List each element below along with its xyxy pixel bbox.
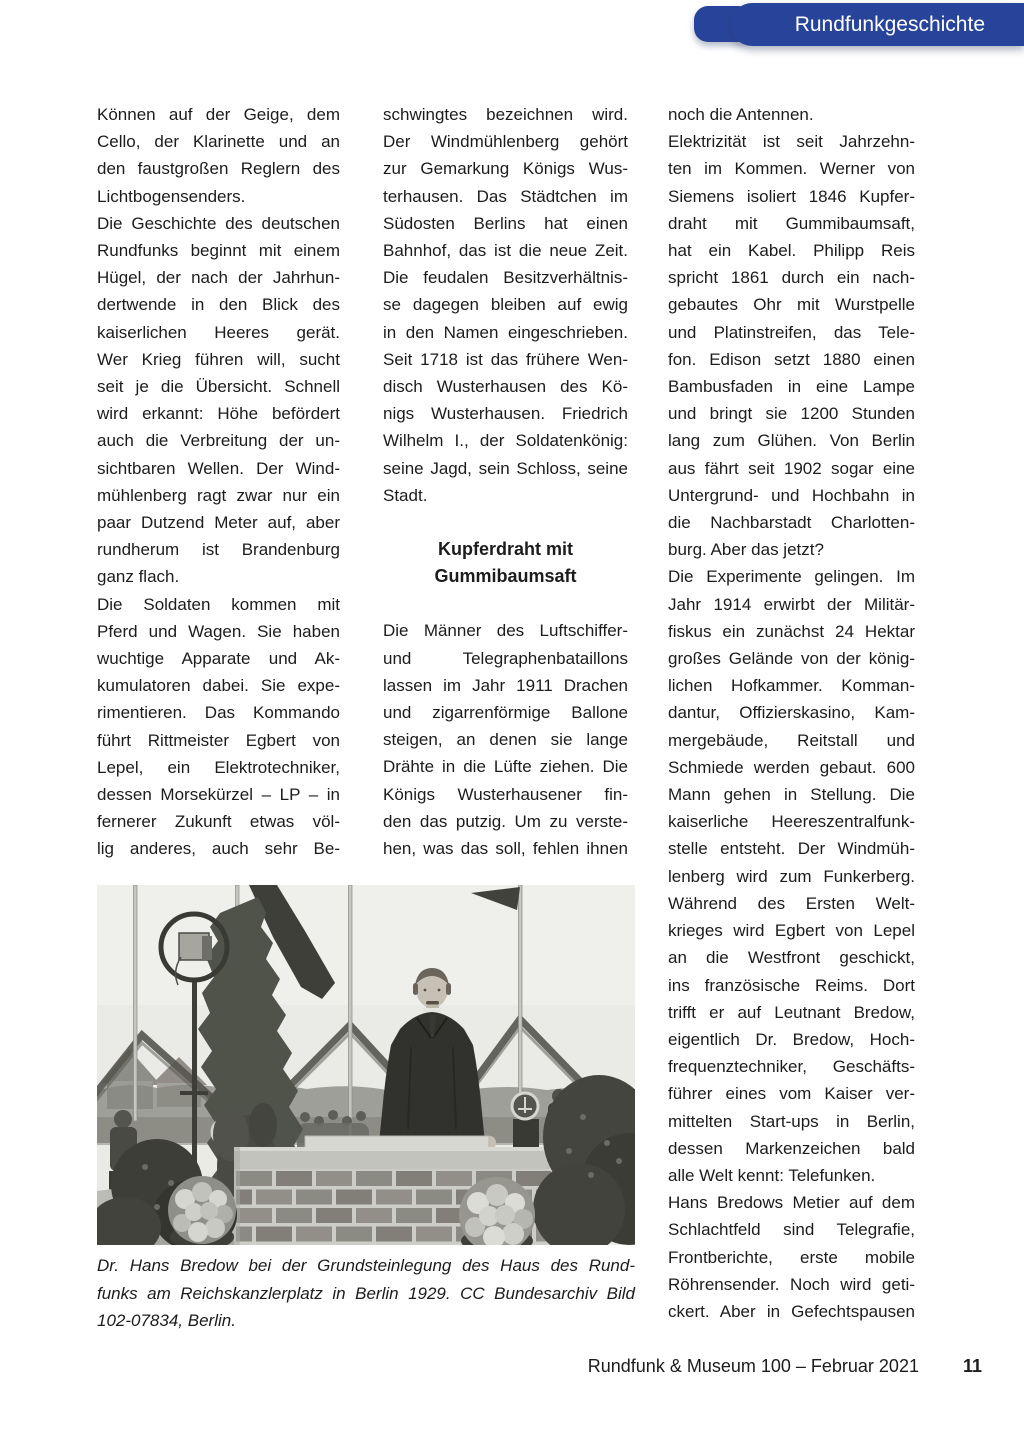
text-line: eigentlich Dr. Bredow, Hoch- (668, 1029, 915, 1049)
text-line: stelle entsteht. Der Windmüh- (668, 839, 915, 859)
text-line: draht mit Gummibaumsaft, (668, 213, 915, 233)
text-line: burg. Aber das jetzt? (668, 540, 824, 560)
text-line: Hans Bredows Metier auf dem (668, 1193, 915, 1213)
text-line: Wer Krieg führen will, sucht (97, 349, 340, 369)
text-line: in den Namen eingeschrieben. (383, 322, 628, 342)
text-line: die Nachbarstadt Charlotten- (668, 513, 915, 533)
brick (376, 1190, 412, 1205)
text-line: ganz flach. (97, 567, 180, 587)
text-line: auch die Verbreitung der un- (97, 431, 340, 451)
brick (376, 1227, 412, 1242)
text-line: Bambusfaden in eine Lampe (668, 377, 915, 397)
brick (396, 1171, 432, 1186)
text-line: Hügel, der nach der Jahrhun- (97, 268, 340, 288)
text-line: Pferd und Wagen. Sie haben (97, 621, 340, 641)
text-line: mühlenberg ragt zwar nur ein (97, 485, 340, 505)
text-line: fernerer Zukunft etwas völ- (97, 812, 340, 832)
text-line: Röhrensender. Noch wird geti- (668, 1274, 915, 1294)
section-heading: Kupferdraht mit Gummibaumsaft (434, 539, 577, 587)
text-line: Die feudalen Besitzverhältnis- (383, 268, 628, 288)
text-line: Lepel, ein Elektrotechniker, (97, 757, 340, 777)
text-line: gebautes Ohr mit Wurstpelle (668, 295, 915, 315)
section-title: Rundfunkgeschichte (794, 12, 985, 36)
text-line: aus fährt seit 1902 sogar eine (668, 458, 915, 478)
text-line: Seit 1718 ist das frühere Wen- (383, 349, 628, 369)
text-line: Jahr 1914 erwirbt der Militär- (668, 594, 915, 614)
text-line: zur Gemarkung Königs Wus- (383, 159, 628, 179)
brick (236, 1208, 272, 1223)
brick (316, 1171, 352, 1186)
text-line: Können auf der Geige, dem (97, 105, 340, 124)
text-line: den faustgroßen Reglern des (97, 159, 340, 179)
brick (416, 1190, 452, 1205)
text-line: führer eines vom Kaiser ver- (668, 1084, 915, 1104)
text-line: dantur, Offizierskasino, Kam- (668, 703, 915, 723)
text-line: wuchtige Apparate und Ak- (97, 649, 340, 669)
text-line: 102-07834, Berlin. (97, 1311, 236, 1330)
brick (296, 1190, 332, 1205)
text-line: Cello, der Klarinette und an (97, 132, 340, 152)
text-line: ten im Kommen. Werner von (668, 159, 915, 179)
text-line: Schlachtfeld sind Telegrafie, (668, 1220, 915, 1240)
brick (336, 1227, 372, 1242)
text-line: kaiserliche Heereszentralfunk- (668, 812, 915, 832)
text-line: sichtbaren Wellen. Der Wind- (97, 458, 340, 478)
text-line: kaiserlichen Heeres gerät. (97, 322, 340, 342)
text-line: disch Wusterhausen des Kö- (383, 377, 628, 397)
text-line: rimentieren. Das Kommando (97, 703, 340, 723)
article-column-3 (668, 101, 915, 1325)
text-line: Wilhelm I., der Soldatenkönig: (383, 431, 628, 451)
text-line: trifft er auf Leutnant Bredow, (668, 1002, 915, 1022)
brick (256, 1190, 292, 1205)
text-line: ckert. Aber in Gefechtspausen (668, 1301, 915, 1321)
text-line: seit je die Übersicht. Schnell (97, 377, 340, 397)
text-line: Die Geschichte des deutschen (97, 213, 340, 233)
text-line: wird erkannt: Höhe befördert (97, 404, 340, 424)
text-line: fiskus ein zunächst 24 Hektar (668, 621, 915, 641)
text-line: lig anderes, auch sehr Be- (97, 839, 340, 859)
brick (336, 1190, 372, 1205)
text-line: Bahnhof, das ist die neue Zeit. (383, 241, 628, 261)
section-header-badge (731, 3, 1024, 46)
text-line: Untergrund- und Hochbahn in (668, 485, 915, 505)
text-line: Lichtbogensenders. (97, 186, 246, 206)
text-line: paar Dutzend Meter auf, aber (97, 513, 340, 533)
text-line: alle Welt kennt: Telefunken. (668, 1165, 876, 1185)
text-line: Schmiede werden gebaut. 600 (668, 757, 915, 777)
text-line: hen, was das soll, fehlen ihnen (383, 839, 628, 859)
text-line: Dr. Hans Bredow bei der Grundsteinlegung des Haus des Rund- (97, 1256, 635, 1275)
text-line: und bringt sie 1200 Stunden (668, 404, 915, 424)
text-line: dessen Markenzeichen bald (668, 1138, 915, 1158)
page-number: 11 (962, 1356, 982, 1376)
text-line: großes Gelände von der könig- (668, 649, 915, 669)
text-line: Mann gehen in Stellung. Die (668, 785, 915, 805)
text-line: funks am Reichskanzlerplatz in Berlin 1929. CC Bundesarchiv Bild (97, 1283, 635, 1303)
text-line: Frontberichte, erste mobile (668, 1247, 915, 1267)
text-line: hat ein Kabel. Philipp Reis (668, 241, 915, 261)
text-line: Drähte in die Lüfte ziehen. Die (383, 757, 628, 777)
photo-figure (97, 885, 635, 1335)
brick (356, 1171, 392, 1186)
text-line: Königs Wusterhausener fin- (383, 784, 628, 804)
text-line: Die Experimente gelingen. Im (668, 567, 915, 587)
text-line: lang zum Glühen. Von Berlin (668, 431, 915, 451)
text-line: Siemens isoliert 1846 Kupfer- (668, 186, 915, 206)
text-line: kumulatoren dabei. Sie expe- (97, 676, 340, 696)
text-line: Rundfunks beginnt mit einem (97, 241, 340, 261)
journal-issue-label: Rundfunk & Museum 100 – Februar 2021 (587, 1356, 919, 1376)
text-line: lenberg wird zum Funkerberg. (668, 866, 915, 886)
article-column-1 (97, 101, 340, 863)
text-line: und Telegraphenbataillons (383, 648, 628, 668)
text-line: den das putzig. Um zu verste- (383, 811, 628, 831)
text-line: Stadt. (383, 485, 428, 505)
brick (416, 1227, 452, 1242)
text-line: Die Männer des Luftschiffer- (383, 621, 628, 641)
brick (276, 1208, 312, 1223)
text-line: krieges wird Egbert von Lepel (668, 921, 915, 941)
text-line: an die Westfront geschickt, (668, 948, 915, 968)
photo-caption (97, 1252, 635, 1335)
text-line: seine Jagd, sein Schloss, seine (383, 458, 628, 478)
text-line: und zigarrenförmige Ballone (383, 703, 628, 723)
text-line: lassen im Jahr 1911 Drachen (383, 675, 628, 695)
text-line: spricht 1861 durch ein nach- (668, 268, 915, 288)
photo (97, 885, 635, 1245)
text-line: und Platinstreifen, das Tele- (668, 322, 915, 342)
text-line: Der Windmühlenberg gehört (383, 132, 628, 152)
text-line: steigen, an denen sie lange (383, 730, 628, 750)
page-footer (97, 1356, 982, 1377)
brick (436, 1171, 472, 1186)
text-line: lichen Hofkammer. Komman- (668, 676, 915, 696)
text-line: schwingtes bezeichnen wird. (383, 105, 628, 124)
text-line: Die Soldaten kommen mit (97, 594, 340, 614)
article-column-2 (383, 101, 628, 862)
brick (316, 1208, 352, 1223)
left-bouquet (168, 1176, 236, 1245)
brick (236, 1171, 272, 1186)
brick (296, 1227, 332, 1242)
text-line: se dagegen bleiben auf ewig (383, 295, 628, 315)
text-line: dessen Morsekürzel – LP – in (97, 785, 340, 805)
text-line: mergebäude, Reitstall und (668, 730, 915, 750)
brick (356, 1208, 392, 1223)
text-line: Während des Ersten Welt- (668, 893, 915, 913)
text-line: ins französische Reims. Dort (668, 975, 915, 995)
text-line: führt Rittmeister Egbert von (97, 730, 340, 750)
text-line: Elektrizität ist seit Jahrzehn- (668, 132, 915, 152)
text-line: nigs Wusterhausen. Friedrich (383, 404, 628, 424)
brick (256, 1227, 292, 1242)
text-line: noch die Antennen. (668, 105, 814, 124)
brick (396, 1208, 432, 1223)
text-line: rundherum ist Brandenburg (97, 540, 340, 560)
brick (276, 1171, 312, 1186)
text-line: mittelten Start-ups in Berlin, (668, 1111, 915, 1131)
sky-top (97, 885, 635, 1005)
text-line: terhausen. Das Städtchen im (383, 186, 628, 206)
text-line: frequenztechniker, Geschäfts- (668, 1057, 915, 1077)
text-line: Südosten Berlins hat einen (383, 213, 628, 233)
text-line: dertwende in den Blick des (97, 295, 340, 315)
text-line: fon. Edison setzt 1880 einen (668, 349, 915, 369)
